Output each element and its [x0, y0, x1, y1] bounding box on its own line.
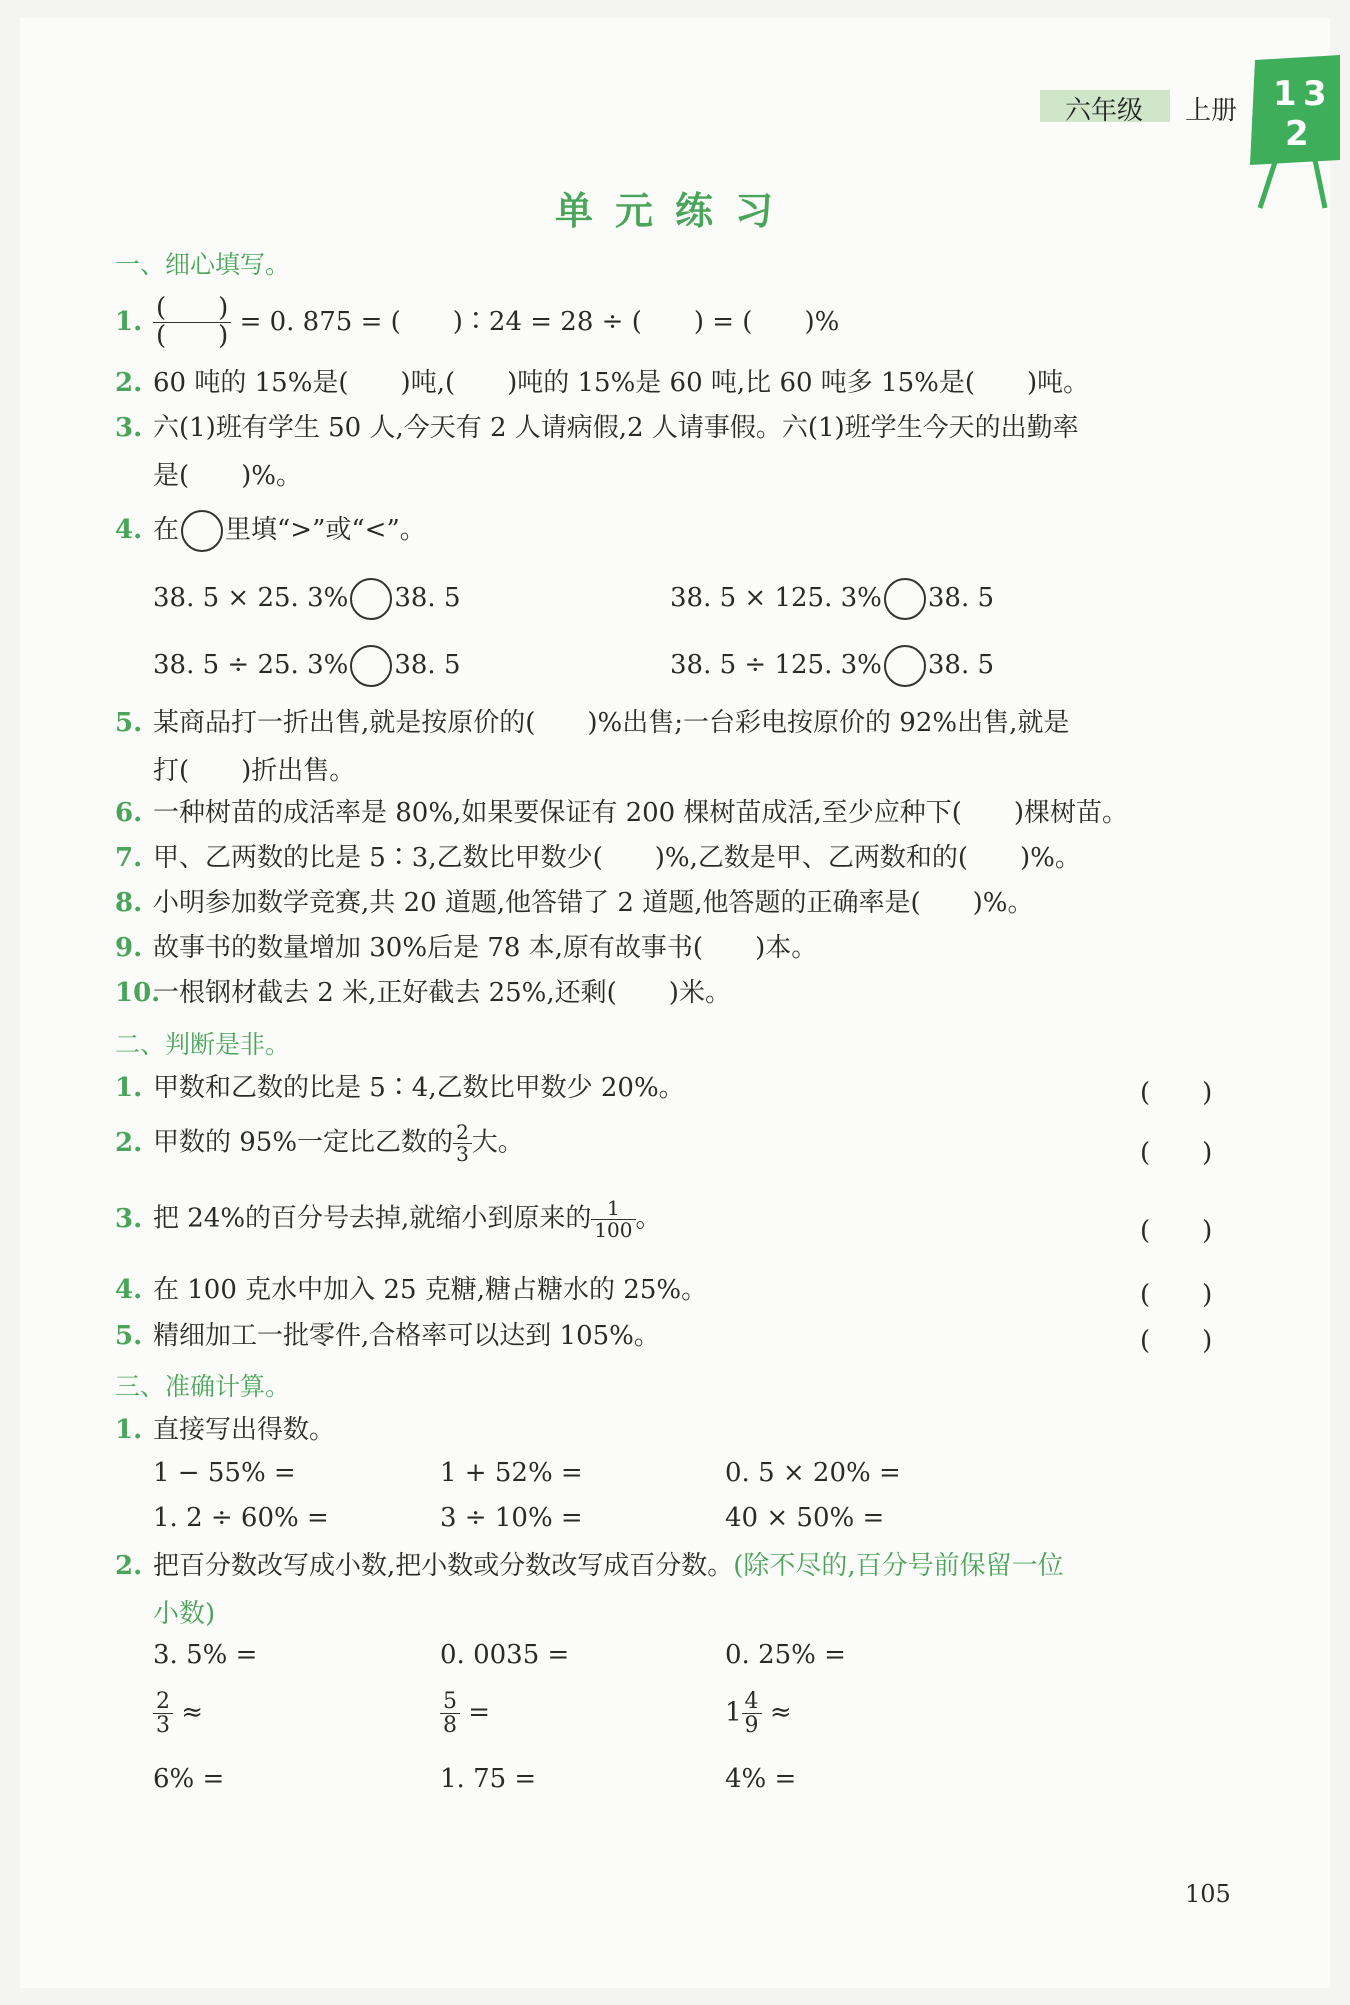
conv-3-2: 1. 75 =: [440, 1764, 537, 1794]
page-title: 单元练习: [554, 189, 795, 233]
q-note-cont: 小数): [153, 1599, 216, 1629]
compare-item-4: [670, 645, 994, 687]
fraction-denominator: ( ): [156, 321, 229, 352]
q-text: 里填“>”或“<”。: [225, 515, 426, 545]
q-text: 在 100 克水中加入 25 克糖,糖占糖水的 25%。: [153, 1275, 708, 1305]
answer-paren[interactable]: ( ): [1140, 1078, 1213, 1108]
q-number: 7.: [115, 843, 143, 873]
section-2-heading: 二、判断是非。: [115, 1030, 291, 1059]
s1-q4: [115, 510, 426, 552]
section-3-heading: 三、准确计算。: [115, 1372, 291, 1401]
fraction-denominator: 8: [443, 1713, 457, 1739]
conv-1-3: 0. 25% =: [725, 1640, 846, 1670]
compare-right: 38. 5: [394, 583, 461, 613]
q-number: 5.: [115, 708, 143, 738]
fraction: [742, 1690, 762, 1737]
conv-3-1: 6% =: [153, 1764, 225, 1794]
compare-right: 38. 5: [394, 650, 461, 680]
fraction-denominator: 3: [156, 1713, 170, 1739]
fraction: [453, 1122, 472, 1165]
s1-q3-cont: 是( )%。: [153, 461, 302, 491]
circle-blank[interactable]: [884, 645, 926, 687]
q-text: 小明参加数学竞赛,共 20 道题,他答错了 2 道题,他答题的正确率是( )%。: [153, 888, 1034, 918]
q-number: 3.: [115, 413, 143, 443]
section-1-heading: 一、细心填写。: [115, 250, 291, 279]
s1-q1: [115, 295, 839, 351]
calc-1-3: 0. 5 × 20% =: [725, 1458, 901, 1488]
q-number: 4.: [115, 515, 143, 545]
q-note: (除不尽的,百分号前保留一位: [733, 1551, 1064, 1581]
q-number: 6.: [115, 798, 143, 828]
s1-q10: [115, 975, 731, 1011]
answer-paren[interactable]: ( ): [1140, 1280, 1213, 1310]
compare-item-1: [153, 578, 461, 620]
compare-left: 38. 5 × 125. 3%: [670, 583, 882, 613]
q-text: 甲数和乙数的比是 5∶4,乙数比甲数少 20%。: [153, 1073, 685, 1103]
q-number: 8.: [115, 888, 143, 918]
compare-left: 38. 5 × 25. 3%: [153, 583, 349, 613]
circle-blank[interactable]: [181, 510, 223, 552]
fraction-numerator: ( ): [153, 295, 231, 323]
answer-paren[interactable]: ( ): [1140, 1138, 1213, 1168]
mixed-whole: 1: [725, 1697, 742, 1728]
q-number: 2.: [115, 1551, 143, 1581]
logo-digit-1: 1: [1273, 74, 1297, 114]
q-text: 甲、乙两数的比是 5∶3,乙数比甲数少( )%,乙数是甲、乙两数和的( )%。: [153, 843, 1081, 873]
calc-1-1: 1 − 55% =: [153, 1458, 296, 1488]
q-text: 直接写出得数。: [153, 1415, 336, 1445]
q-number: 9.: [115, 933, 143, 963]
blank-fraction: [153, 295, 231, 351]
compare-left: 38. 5 ÷ 125. 3%: [670, 650, 882, 680]
q-number: 10.: [115, 978, 161, 1008]
q-text: 故事书的数量增加 30%后是 78 本,原有故事书( )本。: [153, 933, 818, 963]
compare-left: 38. 5 ÷ 25. 3%: [153, 650, 349, 680]
q-text: 甲数的 95%一定比乙数的: [153, 1127, 454, 1158]
calc-1-2: 1 + 52% =: [440, 1458, 583, 1488]
answer-paren[interactable]: ( ): [1140, 1326, 1213, 1356]
compare-right: 38. 5: [927, 583, 995, 613]
q-text: 精细加工一批零件,合格率可以达到 105%。: [153, 1321, 660, 1351]
answer-paren[interactable]: ( ): [1140, 1216, 1213, 1246]
conv-2-2: [440, 1690, 490, 1737]
q-text: 把 24%的百分号去掉,就缩小到原来的: [153, 1203, 592, 1234]
calc-2-2: 3 ÷ 10% =: [440, 1503, 583, 1533]
fraction-numerator: 2: [453, 1122, 472, 1144]
circle-blank[interactable]: [884, 578, 926, 620]
q-text: 一根钢材截去 2 米,正好截去 25%,还剩( )米。: [153, 978, 731, 1008]
s2-q4: [115, 1272, 707, 1308]
fraction-denominator: 100: [594, 1218, 633, 1242]
grade-label: 六年级: [1065, 96, 1144, 126]
q-text: 某商品打一折出售,就是按原价的( )%出售;一台彩电按原价的 92%出售,就是: [153, 708, 1070, 738]
fraction-denominator: 9: [744, 1713, 759, 1739]
s3-q2: [115, 1548, 1064, 1584]
logo-digit-3: 3: [1303, 74, 1327, 114]
q-number: 1.: [115, 1073, 143, 1103]
compare-item-3: [153, 645, 461, 687]
s1-q3: [115, 410, 1079, 446]
q-number: 2.: [115, 368, 143, 398]
q-number: 3.: [115, 1203, 143, 1234]
calc-2-3: 40 × 50% =: [725, 1503, 885, 1533]
conv-1-1: 3. 5% =: [153, 1640, 258, 1670]
s3-q1: [115, 1412, 335, 1448]
s1-q9: [115, 930, 817, 966]
q-number: 4.: [115, 1275, 143, 1305]
fraction-numerator: 5: [440, 1690, 460, 1714]
s2-q3: [115, 1198, 662, 1241]
operator: ≈: [181, 1697, 204, 1728]
conv-1-2: 0. 0035 =: [440, 1640, 570, 1670]
conv-3-3: 4% =: [725, 1764, 797, 1794]
q-number: 1.: [115, 1415, 143, 1445]
calc-2-1: 1. 2 ÷ 60% =: [153, 1503, 329, 1533]
q-text: 。: [635, 1203, 662, 1234]
circle-blank[interactable]: [350, 645, 392, 687]
q-number: 1.: [115, 306, 143, 337]
fraction-numerator: 2: [153, 1690, 173, 1714]
q-text: 一种树苗的成活率是 80%,如果要保证有 200 棵树苗成活,至少应种下( )棵树苗。: [153, 798, 1129, 828]
fraction-numerator: 1: [591, 1198, 635, 1220]
volume-label: 上册: [1185, 96, 1238, 126]
s1-q5: [115, 705, 1069, 741]
q1-equation: = 0. 875 = ( )∶24 = 28 ÷ ( ) = ( )%: [239, 306, 840, 337]
fraction: [591, 1198, 635, 1241]
s1-q7: [115, 840, 1081, 876]
q-text: 把百分数改写成小数,把小数或分数改写成百分数。: [153, 1551, 734, 1581]
s1-q6: [115, 795, 1128, 831]
compare-right: 38. 5: [927, 650, 995, 680]
s2-q1: [115, 1070, 685, 1106]
q-number: 2.: [115, 1127, 143, 1158]
q-text: 在: [153, 515, 180, 545]
s1-q5-cont: 打( )折出售。: [153, 756, 356, 786]
s1-q2: [115, 365, 1089, 401]
operator: ≈: [769, 1697, 792, 1728]
compare-item-2: [670, 578, 994, 620]
q-text: 六(1)班有学生 50 人,今天有 2 人请病假,2 人请事假。六(1)班学生今天的出勤率: [153, 413, 1079, 443]
s2-q2: [115, 1122, 524, 1165]
circle-blank[interactable]: [350, 578, 392, 620]
q-number: 5.: [115, 1321, 143, 1351]
s1-q8: [115, 885, 1033, 921]
fraction-numerator: 4: [742, 1690, 762, 1714]
logo-digit-2: 2: [1285, 114, 1309, 154]
s2-q5: [115, 1318, 660, 1354]
page-number: 105: [1185, 1880, 1231, 1908]
fraction: [153, 1690, 173, 1737]
conv-2-1: [153, 1690, 203, 1737]
q-text: 60 吨的 15%是( )吨,( )吨的 15%是 60 吨,比 60 吨多 15%是( )吨。: [153, 368, 1090, 398]
conv-2-3: [725, 1690, 792, 1737]
operator: =: [468, 1697, 491, 1728]
q-text: 大。: [471, 1127, 524, 1158]
fraction-denominator: 3: [456, 1142, 469, 1166]
fraction: [440, 1690, 460, 1737]
